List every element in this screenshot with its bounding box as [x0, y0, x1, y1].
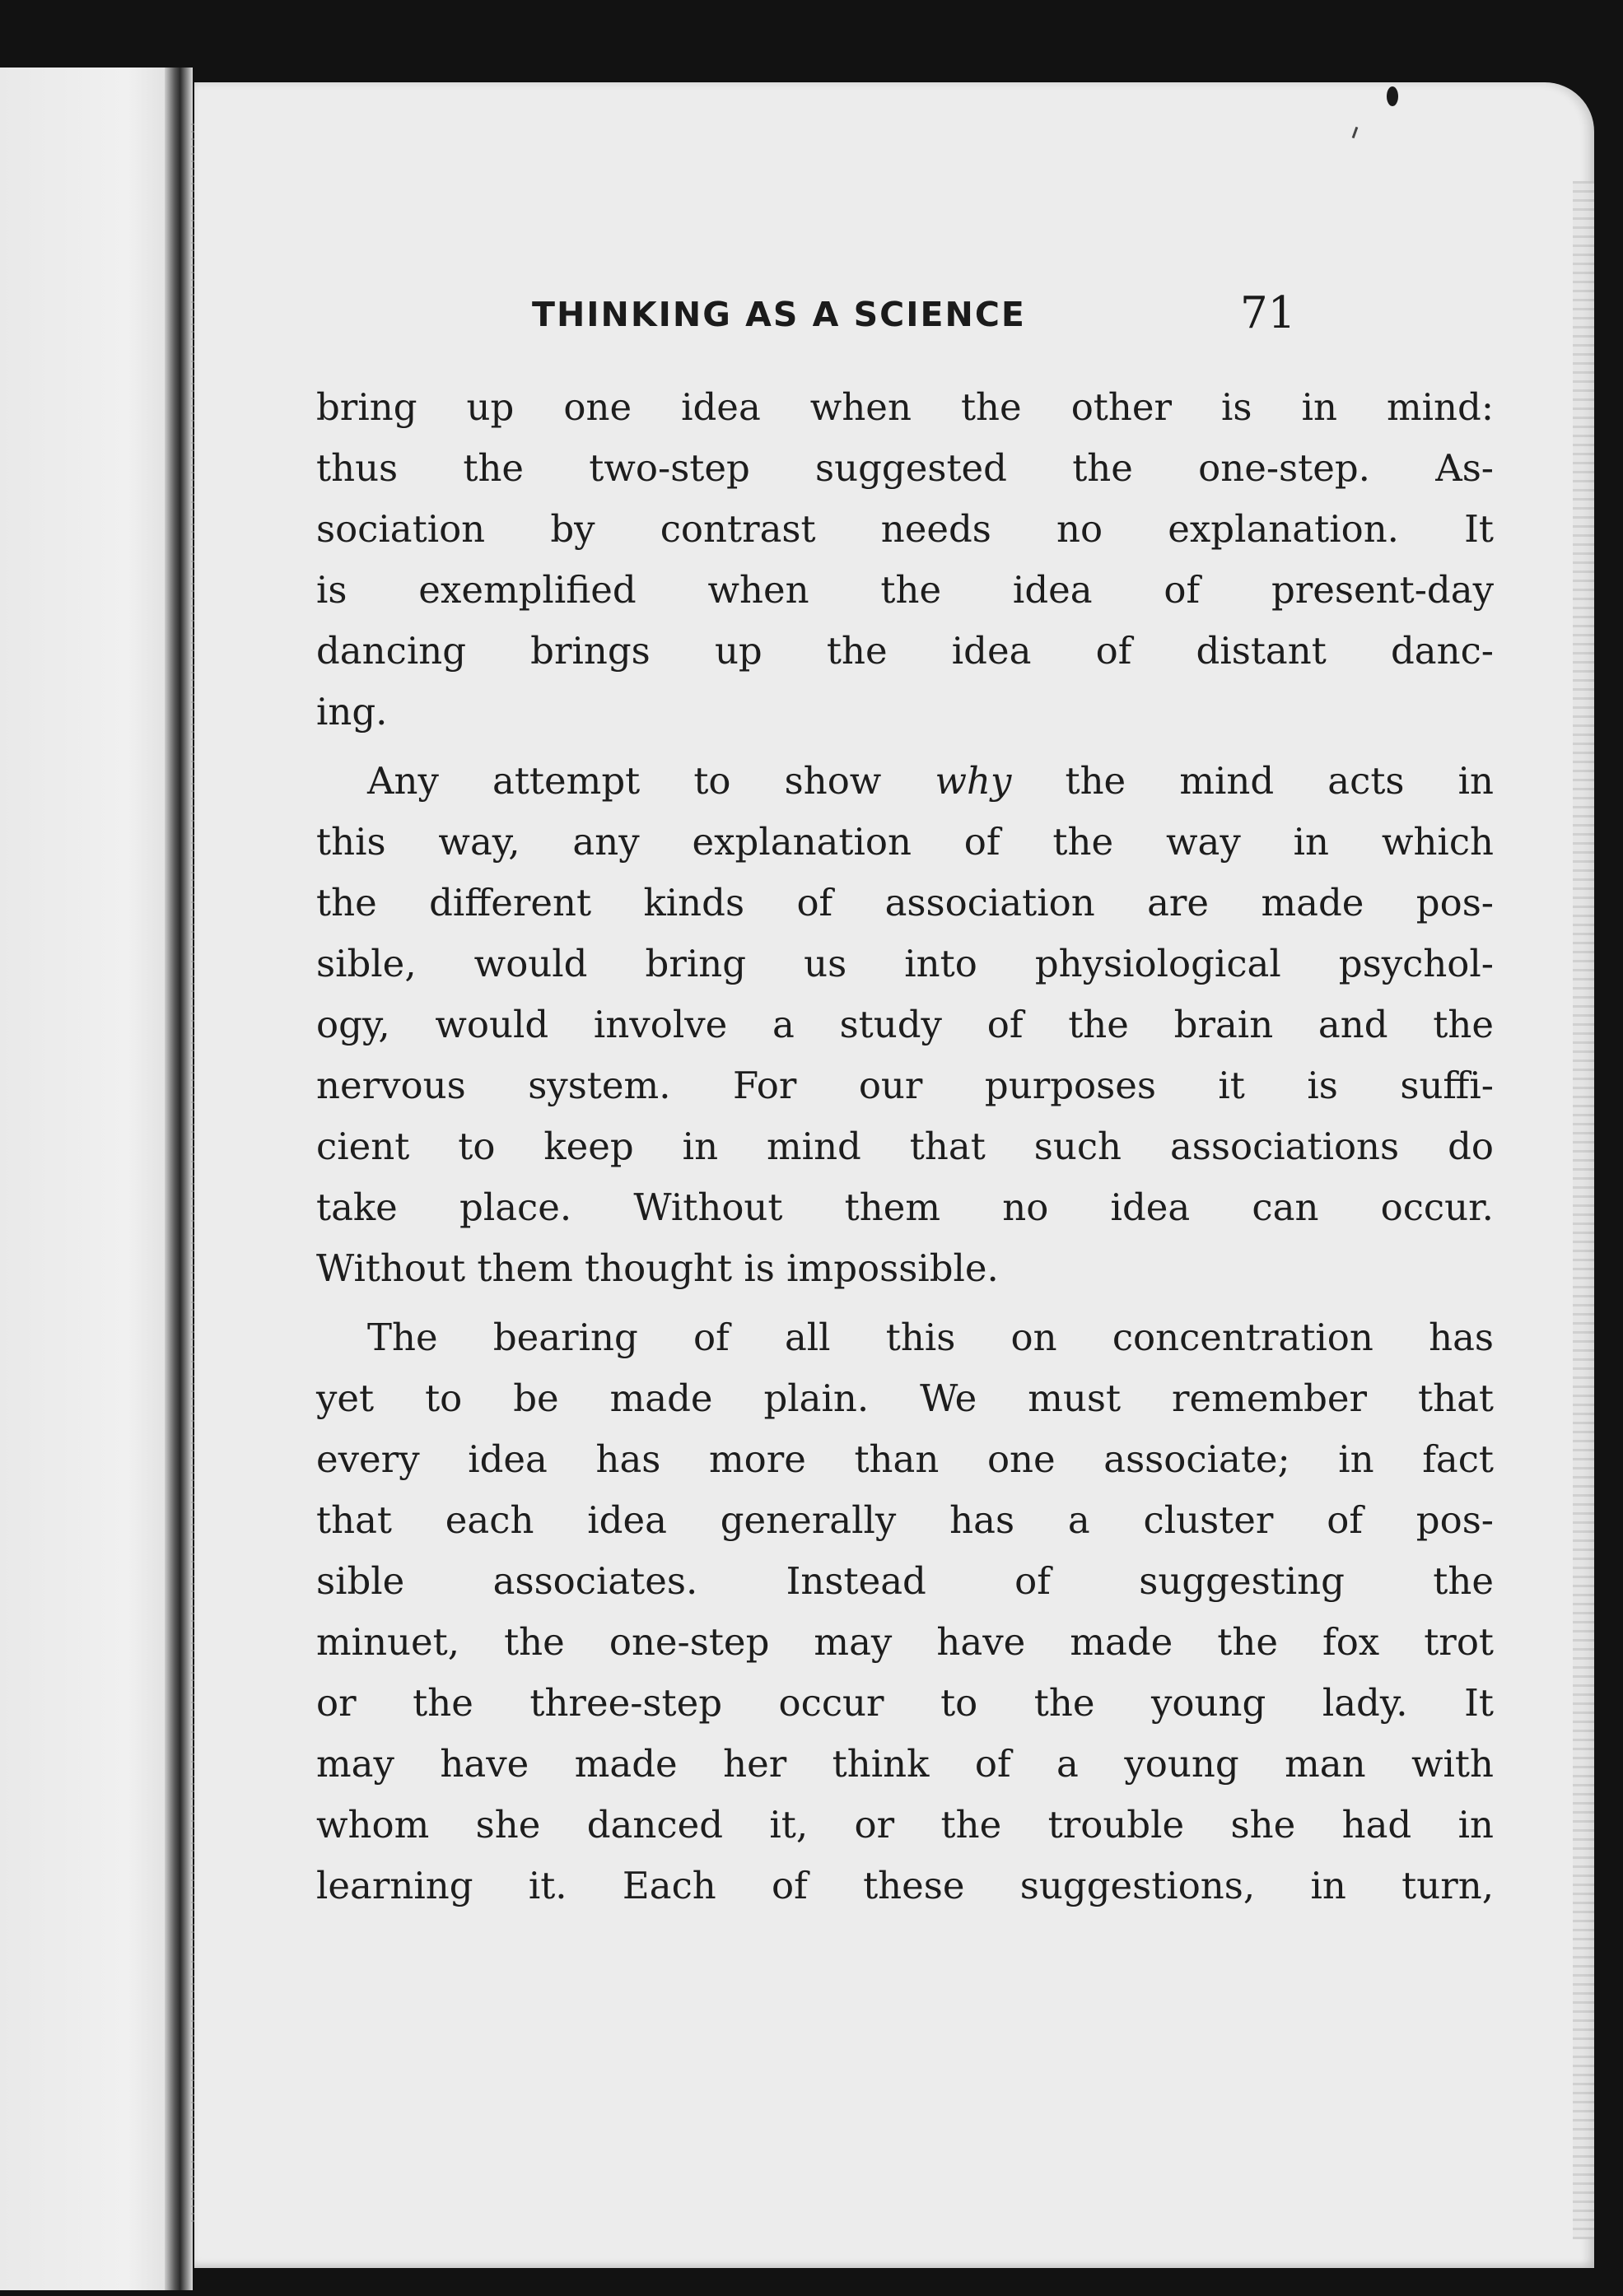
text-line: sociation by contrast needs no explanation. It — [316, 507, 1494, 551]
text-segment: Any attempt to show — [367, 759, 935, 803]
text-line: Without them thought is impossible. — [316, 1246, 999, 1290]
text-line: is exemplified when the idea of present-day — [316, 568, 1494, 612]
running-title: THINKING AS A SCIENCE — [532, 295, 1026, 334]
text-line: the different kinds of association are made pos- — [316, 881, 1494, 924]
text-line: ing. — [316, 690, 388, 734]
text-line: sible, would bring us into physiological psychol- — [316, 942, 1494, 985]
text-line: this way, any explanation of the way in which — [316, 820, 1494, 864]
text-line: nervous system. For our purposes it is suffi- — [316, 1064, 1494, 1107]
paragraph — [316, 377, 1494, 743]
dust-speck — [1387, 86, 1398, 106]
text-line: or the three-step occur to the young lady. It — [316, 1681, 1494, 1725]
facing-page-edge — [0, 68, 183, 2290]
dust-mark — [1352, 127, 1359, 138]
paragraph — [316, 1307, 1494, 1916]
running-header — [194, 288, 1594, 362]
text-line: yet to be made plain. We must remember that — [316, 1376, 1494, 1420]
book-gutter — [165, 68, 193, 2290]
text-line: may have made her think of a young man with — [316, 1742, 1494, 1786]
body-text — [316, 377, 1494, 1925]
text-line: ogy, would involve a study of the brain and the — [316, 1003, 1494, 1046]
paragraph — [316, 751, 1494, 1299]
text-line: minuet, the one-step may have made the fox trot — [316, 1620, 1494, 1664]
text-line: cient to keep in mind that such associations do — [316, 1125, 1494, 1168]
text-line: dancing brings up the idea of distant danc- — [316, 629, 1494, 673]
text-line: The bearing of all this on concentration has — [367, 1316, 1494, 1359]
text-segment: the mind acts in — [1011, 759, 1494, 803]
page-number: 71 — [1240, 288, 1296, 338]
italic-word: why — [935, 759, 1012, 803]
book-page — [194, 82, 1594, 2268]
page-fore-edge — [1573, 181, 1594, 2239]
text-line: thus the two-step suggested the one-step. As- — [316, 446, 1494, 490]
text-line: learning it. Each of these suggestions, in turn, — [316, 1864, 1494, 1907]
text-line: take place. Without them no idea can occur. — [316, 1185, 1494, 1229]
text-line — [316, 751, 1494, 812]
text-line: bring up one idea when the other is in mind: — [316, 385, 1494, 429]
text-line: that each idea generally has a cluster of pos- — [316, 1498, 1494, 1542]
text-line: whom she danced it, or the trouble she had in — [316, 1803, 1494, 1847]
text-line: sible associates. Instead of suggesting the — [316, 1559, 1494, 1603]
text-line: every idea has more than one associate; in fact — [316, 1437, 1494, 1481]
